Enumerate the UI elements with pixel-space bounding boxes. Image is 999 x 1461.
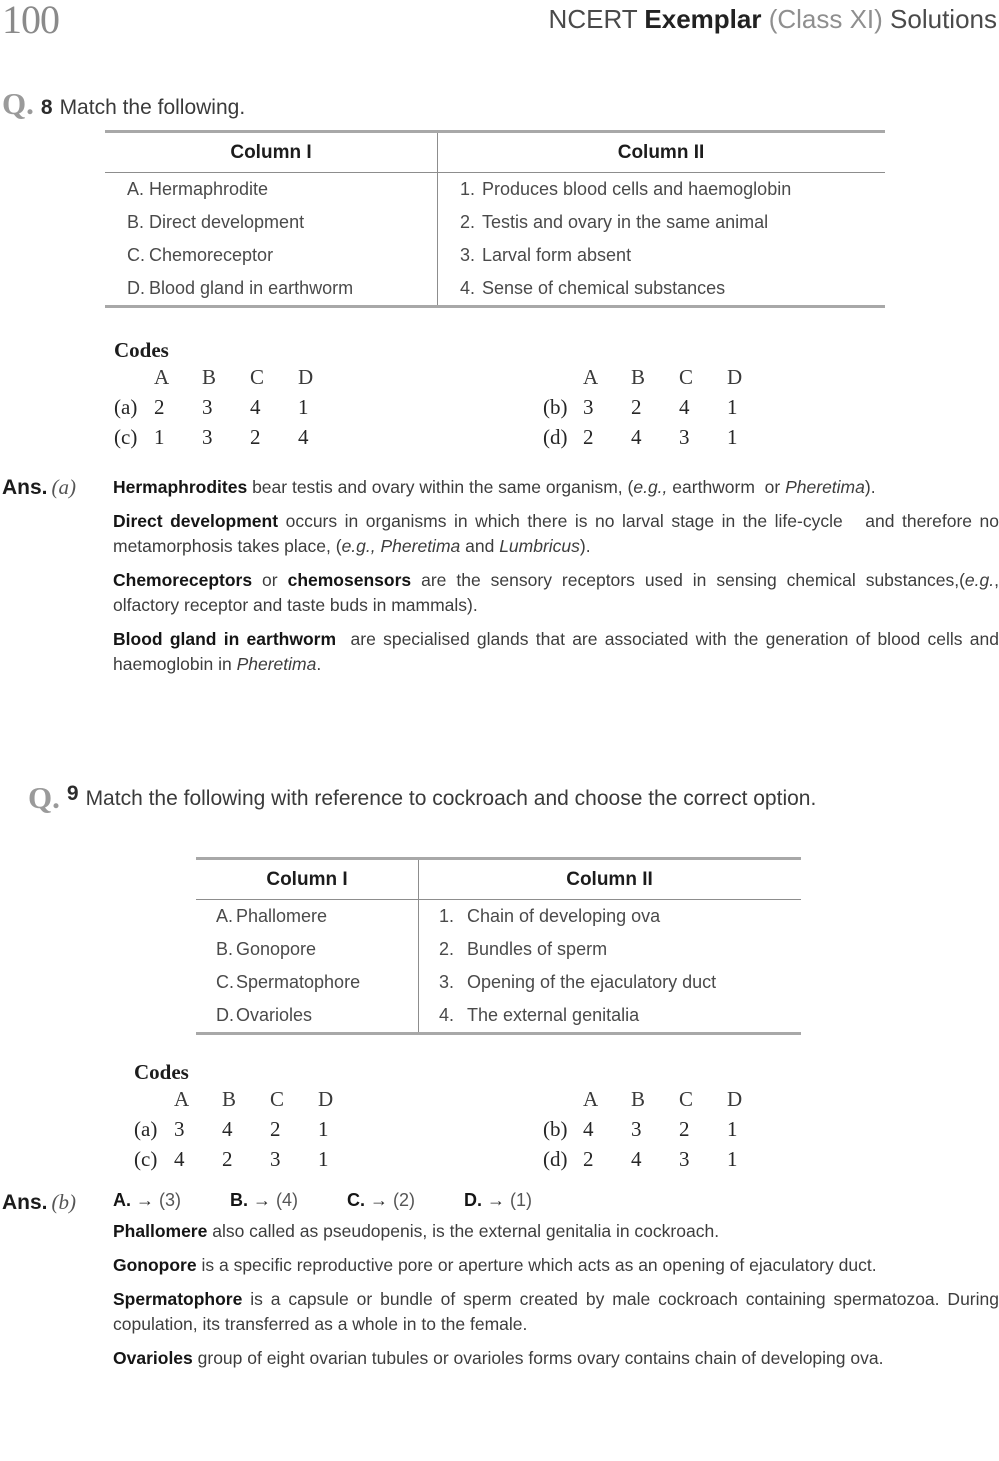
- answer-paragraphs: [113, 475, 999, 686]
- column-header-i: Column I: [105, 133, 438, 172]
- codes-header-d: D: [318, 1087, 334, 1111]
- match-table-q8: [105, 130, 885, 308]
- page-header: [0, 0, 999, 46]
- codes-column-headers: [543, 365, 775, 395]
- left-index: C.: [127, 245, 145, 265]
- code-value: 1: [727, 1147, 738, 1171]
- code-value: 2: [270, 1117, 281, 1141]
- codes-column-headers: [134, 1087, 366, 1117]
- codes-header-b: B: [631, 365, 646, 389]
- answer-paragraph: Blood gland in earthworm are specialised glands that are associated with the generation of blood cells and haemoglobin in Pheretima.: [113, 629, 999, 674]
- code-option-d[interactable]: [543, 1147, 775, 1177]
- left-text: Gonopore: [236, 939, 317, 959]
- code-value: 4: [679, 395, 690, 419]
- table-row: [196, 966, 801, 999]
- match-table-header-row: [196, 860, 801, 900]
- mapping-key: A.: [113, 1190, 131, 1210]
- left-text: Spermatophore: [236, 972, 361, 992]
- code-value: 2: [154, 395, 165, 419]
- left-cell: [196, 900, 419, 933]
- question-number: 8: [40, 96, 53, 119]
- codes-header-b: B: [202, 365, 217, 389]
- codes-title: Codes: [114, 338, 169, 362]
- column-header-ii: Column II: [617, 142, 705, 163]
- table-row: [105, 173, 885, 206]
- code-value: 2: [583, 1147, 594, 1171]
- code-option-c[interactable]: [134, 1147, 366, 1177]
- right-cell: [438, 173, 884, 206]
- left-cell: [196, 966, 419, 999]
- code-value: 1: [154, 425, 165, 449]
- code-value: 3: [270, 1147, 281, 1171]
- left-cell: [105, 206, 438, 239]
- code-value: 4: [298, 425, 309, 449]
- right-text: Testis and ovary in the same animal: [482, 212, 769, 232]
- answer-paragraph: Chemoreceptors or chemosensors are the sensory receptors used in sensing chemical substances,(e.g., olfactory receptor and taste buds in mammals).: [113, 570, 999, 615]
- mapping-item: [230, 1190, 298, 1211]
- codes-left-block: [134, 1087, 366, 1177]
- book-title: [549, 4, 997, 35]
- mapping-value: (1): [510, 1190, 533, 1210]
- codes-header-d: D: [298, 365, 314, 389]
- answer-paragraph: Gonopore is a specific reproductive pore or aperture which acts as an opening of ejaculatory duct.: [113, 1255, 877, 1275]
- mapping-key: D.: [464, 1190, 483, 1210]
- table-row: [196, 933, 801, 966]
- mapping-item: [347, 1190, 415, 1211]
- right-cell: [438, 206, 884, 239]
- right-index: 1.: [439, 906, 455, 926]
- arrow-icon: →: [370, 1190, 389, 1210]
- arrow-icon: →: [136, 1190, 154, 1210]
- column-header-i: Column I: [196, 860, 419, 899]
- left-index: B.: [127, 212, 145, 232]
- answer-paragraph: Phallomere also called as pseudopenis, is the external genitalia in cockroach.: [113, 1221, 720, 1241]
- answer-label: [2, 1190, 76, 1215]
- right-text: Produces blood cells and haemoglobin: [482, 179, 792, 199]
- right-cell: [438, 239, 884, 272]
- code-value: 1: [318, 1117, 329, 1141]
- left-cell: [105, 239, 438, 272]
- codes-header-a: A: [583, 1087, 599, 1111]
- code-value: 1: [298, 395, 309, 419]
- question-prompt: Match the following.: [59, 96, 246, 119]
- left-text: Hermaphrodite: [149, 179, 269, 199]
- code-option-label: (d): [543, 425, 568, 449]
- code-value: 4: [631, 425, 642, 449]
- codes-header-a: A: [583, 365, 599, 389]
- question-marker: Q.: [28, 780, 60, 815]
- codes-header-d: D: [727, 1087, 743, 1111]
- code-option-a[interactable]: [114, 395, 346, 425]
- codes-column-headers: [543, 1087, 775, 1117]
- table-row: [196, 999, 801, 1032]
- codes-header-c: C: [250, 365, 265, 389]
- answer-paragraphs: [113, 1190, 999, 1380]
- mapping-key: B.: [230, 1190, 249, 1210]
- match-table-body: [196, 900, 801, 1032]
- question-8-heading: [2, 88, 992, 120]
- arrow-icon: →: [487, 1190, 506, 1210]
- answer-paragraph: Spermatophore is a capsule or bundle of sperm created by male cockroach containing spermatozoa. During copulation, its transferred as a whole in to the female.: [113, 1289, 999, 1334]
- right-index: 4.: [460, 278, 476, 298]
- codes-q9: [134, 1060, 914, 1183]
- match-table-header-row: [105, 133, 885, 173]
- left-index: A.: [216, 906, 234, 926]
- question-marker: Q.: [2, 86, 34, 121]
- right-index: 3.: [439, 972, 455, 992]
- mapping-item: [113, 1190, 181, 1211]
- code-option-a[interactable]: [134, 1117, 366, 1147]
- code-value: 4: [583, 1117, 594, 1141]
- right-index: 2.: [439, 939, 455, 959]
- code-value: 3: [174, 1117, 185, 1141]
- book-title-prefix: NCERT: [548, 4, 645, 34]
- right-cell: [438, 272, 884, 305]
- answer-option: (b): [51, 1190, 77, 1214]
- codes-header-b: B: [222, 1087, 237, 1111]
- code-value: 3: [202, 425, 213, 449]
- left-text: Direct development: [149, 212, 305, 232]
- codes-grid: [114, 365, 894, 461]
- code-value: 3: [631, 1117, 642, 1141]
- answer-label-text: Ans.: [2, 476, 48, 499]
- code-value: 2: [679, 1117, 690, 1141]
- code-value: 3: [679, 1147, 690, 1171]
- code-value: 4: [631, 1147, 642, 1171]
- left-text: Blood gland in earthworm: [149, 278, 354, 298]
- code-value: 1: [727, 1117, 738, 1141]
- mapping-value: (3): [159, 1190, 181, 1210]
- left-index: D.: [216, 1005, 234, 1025]
- code-option-label: (a): [114, 395, 138, 419]
- left-text: Chemoreceptor: [149, 245, 274, 265]
- codes-header-c: C: [679, 365, 694, 389]
- codes-header-d: D: [727, 365, 743, 389]
- code-value: 2: [222, 1147, 233, 1171]
- right-cell: [419, 966, 800, 999]
- codes-header-b: B: [631, 1087, 646, 1111]
- table-row: [105, 272, 885, 305]
- codes-title: Codes: [134, 1060, 189, 1084]
- arrow-icon: →: [253, 1190, 272, 1210]
- answer-paragraph: Hermaphrodites bear testis and ovary within the same organism, (e.g., earthworm or Pheretima).: [113, 477, 876, 497]
- right-text: The external genitalia: [467, 1005, 640, 1025]
- code-value: 1: [727, 395, 738, 419]
- codes-right-block: [543, 1087, 775, 1177]
- right-text: Bundles of sperm: [467, 939, 608, 959]
- left-cell: [105, 272, 438, 305]
- right-index: 1.: [460, 179, 476, 199]
- answer-label-text: Ans.: [2, 1191, 48, 1214]
- answer-mapping-line: [113, 1190, 999, 1211]
- question-number: 9: [66, 782, 79, 805]
- book-title-suffix: Solutions: [882, 4, 997, 34]
- right-text: Opening of the ejaculatory duct: [467, 972, 717, 992]
- right-index: 3.: [460, 245, 476, 265]
- mapping-item: [464, 1190, 532, 1211]
- codes-grid: [134, 1087, 914, 1183]
- answer-label: [2, 475, 76, 500]
- code-value: 4: [250, 395, 261, 419]
- answer-paragraph: Direct development occurs in organisms in which there is no larval stage in the life-cycle and therefore no metamorphosis takes place, (e.g., Pheretima and Lumbricus).: [113, 511, 999, 556]
- code-value: 1: [727, 425, 738, 449]
- table-row: [196, 900, 801, 933]
- codes-right-block: [543, 365, 775, 455]
- match-table-body: [105, 173, 885, 305]
- code-value: 2: [250, 425, 261, 449]
- left-cell: [105, 173, 438, 206]
- mapping-value: (4): [276, 1190, 299, 1210]
- left-index: C.: [216, 972, 234, 992]
- code-value: 4: [174, 1147, 185, 1171]
- right-cell: [419, 900, 800, 933]
- right-cell: [419, 933, 800, 966]
- codes-column-headers: [114, 365, 346, 395]
- page-number: 100: [2, 0, 59, 42]
- question-9-heading: [28, 782, 999, 816]
- code-option-label: (c): [114, 425, 138, 449]
- left-cell: [196, 933, 419, 966]
- left-cell: [196, 999, 419, 1032]
- code-option-d[interactable]: [543, 425, 775, 455]
- left-text: Phallomere: [236, 906, 328, 926]
- right-index: 2.: [460, 212, 476, 232]
- right-text: Chain of developing ova: [467, 906, 661, 926]
- book-title-class: (Class XI): [761, 4, 883, 34]
- code-value: 3: [583, 395, 594, 419]
- codes-header-a: A: [174, 1087, 190, 1111]
- code-value: 3: [679, 425, 690, 449]
- code-value: 4: [222, 1117, 233, 1141]
- left-index: A.: [127, 179, 145, 199]
- codes-header-c: C: [679, 1087, 694, 1111]
- book-title-bold: Exemplar: [644, 4, 762, 34]
- question-prompt: Match the following with reference to cockroach and choose the correct option.: [85, 787, 817, 810]
- answer-paragraph: Ovarioles group of eight ovarian tubules or ovarioles forms ovary contains chain of developing ova.: [113, 1348, 884, 1368]
- code-value: 2: [631, 395, 642, 419]
- code-value: 1: [318, 1147, 329, 1171]
- right-text: Larval form absent: [482, 245, 632, 265]
- table-row: [105, 206, 885, 239]
- code-option-c[interactable]: [114, 425, 346, 455]
- code-option-label: (d): [543, 1147, 568, 1171]
- code-option-label: (b): [543, 1117, 568, 1141]
- right-text: Sense of chemical substances: [482, 278, 726, 298]
- codes-header-c: C: [270, 1087, 285, 1111]
- codes-header-a: A: [154, 365, 170, 389]
- match-table-q9: [196, 857, 801, 1035]
- codes-q8: [114, 338, 894, 461]
- right-cell: [419, 999, 800, 1032]
- left-index: D.: [127, 278, 145, 298]
- answer-option: (a): [51, 475, 77, 499]
- column-header-ii: Column II: [566, 869, 653, 890]
- code-option-label: (b): [543, 395, 568, 419]
- table-row: [105, 239, 885, 272]
- code-value: 3: [202, 395, 213, 419]
- right-index: 4.: [439, 1005, 455, 1025]
- mapping-value: (2): [393, 1190, 416, 1210]
- code-option-b[interactable]: [543, 1117, 775, 1147]
- code-value: 2: [583, 425, 594, 449]
- mapping-key: C.: [347, 1190, 366, 1210]
- left-index: B.: [216, 939, 234, 959]
- left-text: Ovarioles: [236, 1005, 313, 1025]
- code-option-label: (a): [134, 1117, 158, 1141]
- code-option-label: (c): [134, 1147, 158, 1171]
- codes-left-block: [114, 365, 346, 455]
- code-option-b[interactable]: [543, 395, 775, 425]
